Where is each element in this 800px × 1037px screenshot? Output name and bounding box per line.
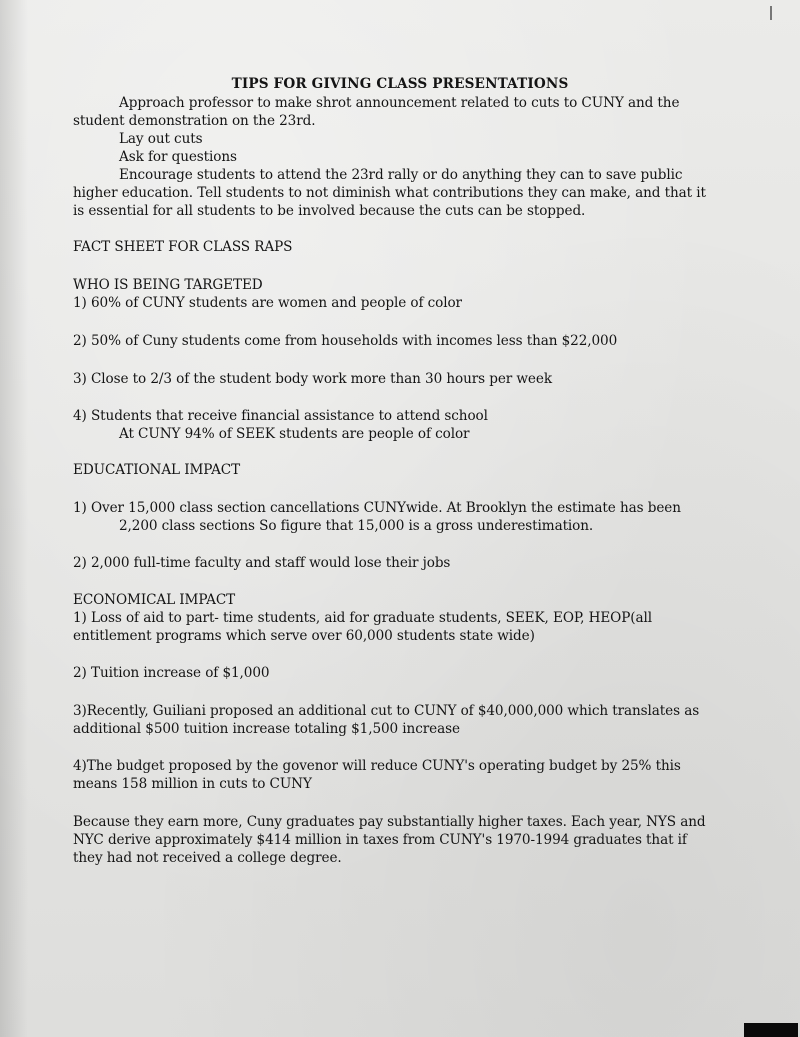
economical-item-4-line-2: means 158 million in cuts to CUNY [73, 776, 312, 792]
encourage-line-1: Encourage students to attend the 23rd rally or do anything they can to save public [119, 167, 683, 183]
intro-line-1: Approach professor to make shrot announcement related to cuts to CUNY and the [119, 95, 680, 111]
intro-step-2: Ask for questions [119, 149, 237, 165]
targeted-item-1: 1) 60% of CUNY students are women and people of color [73, 295, 462, 311]
targeted-item-2: 2) 50% of Cuny students come from households with incomes less than $22,000 [73, 333, 618, 349]
economical-item-3-line-1: 3)Recently, Guiliani proposed an additional cut to CUNY of $40,000,000 which translates as [73, 703, 700, 719]
educational-item-2: 2) 2,000 full-time faculty and staff would lose their jobs [73, 555, 451, 571]
economical-item-2: 2) Tuition increase of $1,000 [73, 665, 270, 681]
encourage-line-3: is essential for all students to be involved because the cuts can be stopped. [73, 203, 586, 219]
targeted-heading: WHO IS BEING TARGETED [73, 277, 263, 293]
intro-line-2: student demonstration on the 23rd. [73, 113, 316, 129]
closing-line-1: Because they earn more, Cuny graduates pay substantially higher taxes. Each year, NYS and [73, 814, 706, 830]
educational-heading: EDUCATIONAL IMPACT [73, 462, 241, 478]
educational-item-1-line-2: 2,200 class sections So figure that 15,000 is a gross underestimation. [119, 518, 594, 534]
targeted-item-4-sub: At CUNY 94% of SEEK students are people of color [119, 426, 470, 442]
economical-item-1-line-2: entitlement programs which serve over 60,000 students state wide) [73, 628, 535, 644]
fact-sheet-heading: FACT SHEET FOR CLASS RAPS [73, 239, 293, 255]
targeted-item-4: 4) Students that receive financial assistance to attend school [73, 408, 488, 424]
targeted-item-3: 3) Close to 2/3 of the student body work more than 30 hours per week [73, 371, 552, 387]
economical-item-4-line-1: 4)The budget proposed by the govenor will reduce CUNY's operating budget by 25% this [73, 758, 681, 774]
document-title: TIPS FOR GIVING CLASS PRESENTATIONS [231, 76, 569, 92]
closing-line-3: they had not received a college degree. [73, 850, 342, 866]
closing-line-2: NYC derive approximately $414 million in taxes from CUNY's 1970-1994 graduates that if [73, 832, 687, 848]
intro-step-1: Lay out cuts [119, 131, 203, 147]
corner-black-mark [744, 1023, 798, 1037]
educational-item-1-line-1: 1) Over 15,000 class section cancellations CUNYwide. At Brooklyn the estimate has been [73, 500, 681, 516]
economical-heading: ECONOMICAL IMPACT [73, 592, 236, 608]
economical-item-3-line-2: additional $500 tuition increase totaling $1,500 increase [73, 721, 460, 737]
encourage-line-2: higher education. Tell students to not diminish what contributions they can make, and that it [73, 185, 706, 201]
economical-item-1-line-1: 1) Loss of aid to part- time students, aid for graduate students, SEEK, EOP, HEOP(all [73, 610, 652, 626]
corner-tick [770, 6, 772, 20]
page-edge-shadow [0, 0, 28, 1037]
